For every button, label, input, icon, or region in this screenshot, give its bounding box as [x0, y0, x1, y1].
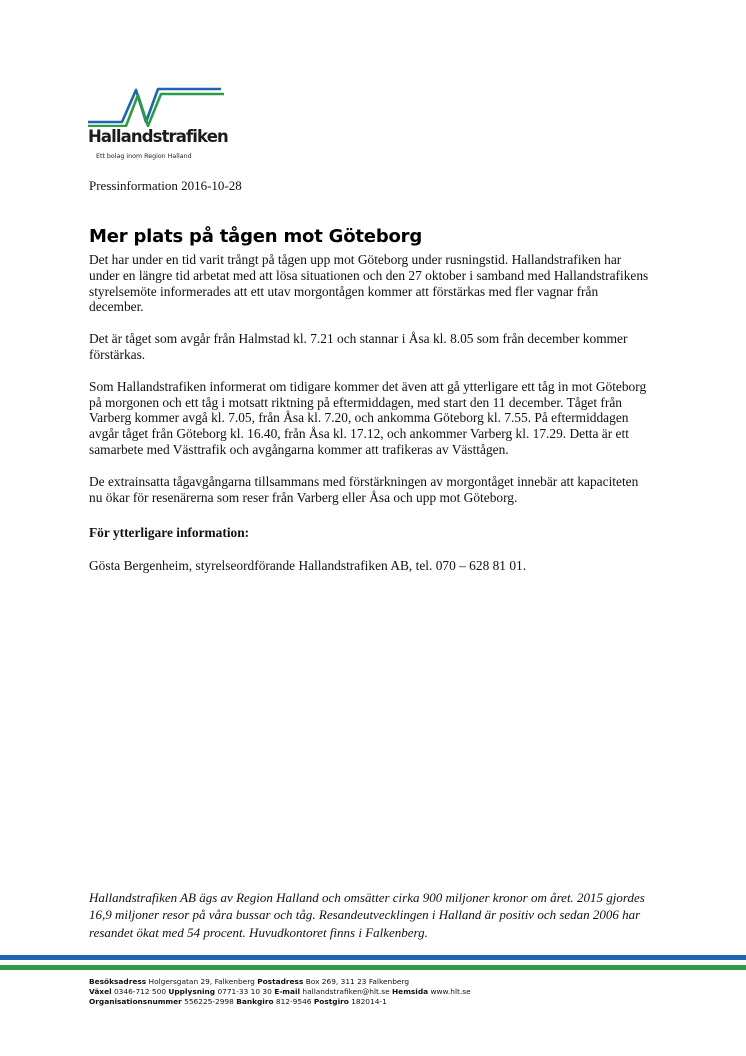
- contact-label: Upplysning: [168, 987, 216, 996]
- contact-label: Postadress: [257, 977, 304, 986]
- contact-value: 0771-33 10 30: [217, 987, 272, 996]
- contact-line: [89, 997, 471, 1007]
- contact-label: Postgiro: [313, 997, 349, 1006]
- logo-wave-icon: [88, 85, 228, 127]
- contact-value: 182014-1: [351, 997, 387, 1006]
- contact-label: Organisationsnummer: [89, 997, 182, 1006]
- footer-stripe-green: [0, 965, 746, 970]
- paragraph: Som Hallandstrafiken informerat om tidigare kommer det även att gå ytterligare ett tåg in mot Göteborg på morgonen och ett tåg i motsatt riktning på eftermiddagen, med start den 11 december. Tåget från Varberg kommer avgå kl. 7.05, från Åsa kl. 7.20, och ankomma Göteborg kl. 7.55. På eftermiddagen avgår tåget från Göteborg kl. 16.40, från Åsa kl. 17.12, och ankommer Varberg kl. 17.29. Detta är ett samarbete med Västtrafik och avgångarna kommer att trafikeras av Västtågen.: [89, 378, 647, 457]
- contact-label: Besöksadress: [89, 977, 147, 986]
- page-title: Mer plats på tågen mot Göteborg: [89, 226, 423, 247]
- article-body: [89, 252, 649, 590]
- press-date: Pressinformation 2016-10-28: [89, 178, 242, 193]
- company-logo: [88, 85, 228, 165]
- logo-tagline: Ett bolag inom Region Halland: [96, 153, 192, 160]
- website-link[interactable]: www.hlt.se: [430, 987, 471, 996]
- contact-value: Holgersgatan 29, Falkenberg: [148, 977, 255, 986]
- footer-stripe-blue: [0, 955, 746, 960]
- logo-wordmark: Hallandstrafiken: [88, 127, 228, 146]
- contact-value: 812-9546: [275, 997, 312, 1006]
- contact-person: Gösta Bergenheim, styrelseordförande Hallandstrafiken AB, tel. 070 – 628 81 01.: [89, 558, 527, 574]
- contact-line: [89, 987, 471, 997]
- company-footer-note: Hallandstrafiken AB ägs av Region Halland och omsätter cirka 900 miljoner kronor om året. 2015 gjordes 16,9 miljoner resor på våra bussar och tåg. Resandeutvecklingen i Halland är positiv och sedan 2006 har resandet ökat med 54 procent. Huvudkontoret finns i Falkenberg.: [89, 890, 645, 940]
- contact-value: 556225-2998: [184, 997, 234, 1006]
- contact-label: Bankgiro: [236, 997, 274, 1006]
- paragraph: De extrainsatta tågavgångarna tillsammans med förstärkningen av morgontåget innebär att kapaciteten nu ökar för resenärerna som reser från Varberg eller Åsa och upp mot Göteborg.: [89, 473, 639, 505]
- contact-value: 0346-712 500: [113, 987, 167, 996]
- paragraph: Det har under en tid varit trångt på tågen upp mot Göteborg under rusningstid. Hallandstrafiken har under en längre tid arbetat med att lösa situationen och den 27 oktober i samband med Hallandstrafikens styrelsemöte informerades att ett utav morgontågen kommer att förstärkas med fler vagnar från december.: [89, 252, 649, 315]
- contact-label: E-mail: [274, 987, 301, 996]
- contact-label: Hemsida: [392, 987, 429, 996]
- more-info-heading: För ytterligare information:: [89, 525, 250, 541]
- contact-line: [89, 977, 471, 987]
- contact-label: Växel: [89, 987, 112, 996]
- email-link[interactable]: hallandstrafiken@hlt.se: [302, 987, 390, 996]
- contact-value: Box 269, 311 23 Falkenberg: [305, 977, 410, 986]
- contact-footer: [89, 977, 471, 1007]
- paragraph: Det är tåget som avgår från Halmstad kl. 7.21 och stannar i Åsa kl. 8.05 som från december kommer förstärkas.: [89, 331, 628, 362]
